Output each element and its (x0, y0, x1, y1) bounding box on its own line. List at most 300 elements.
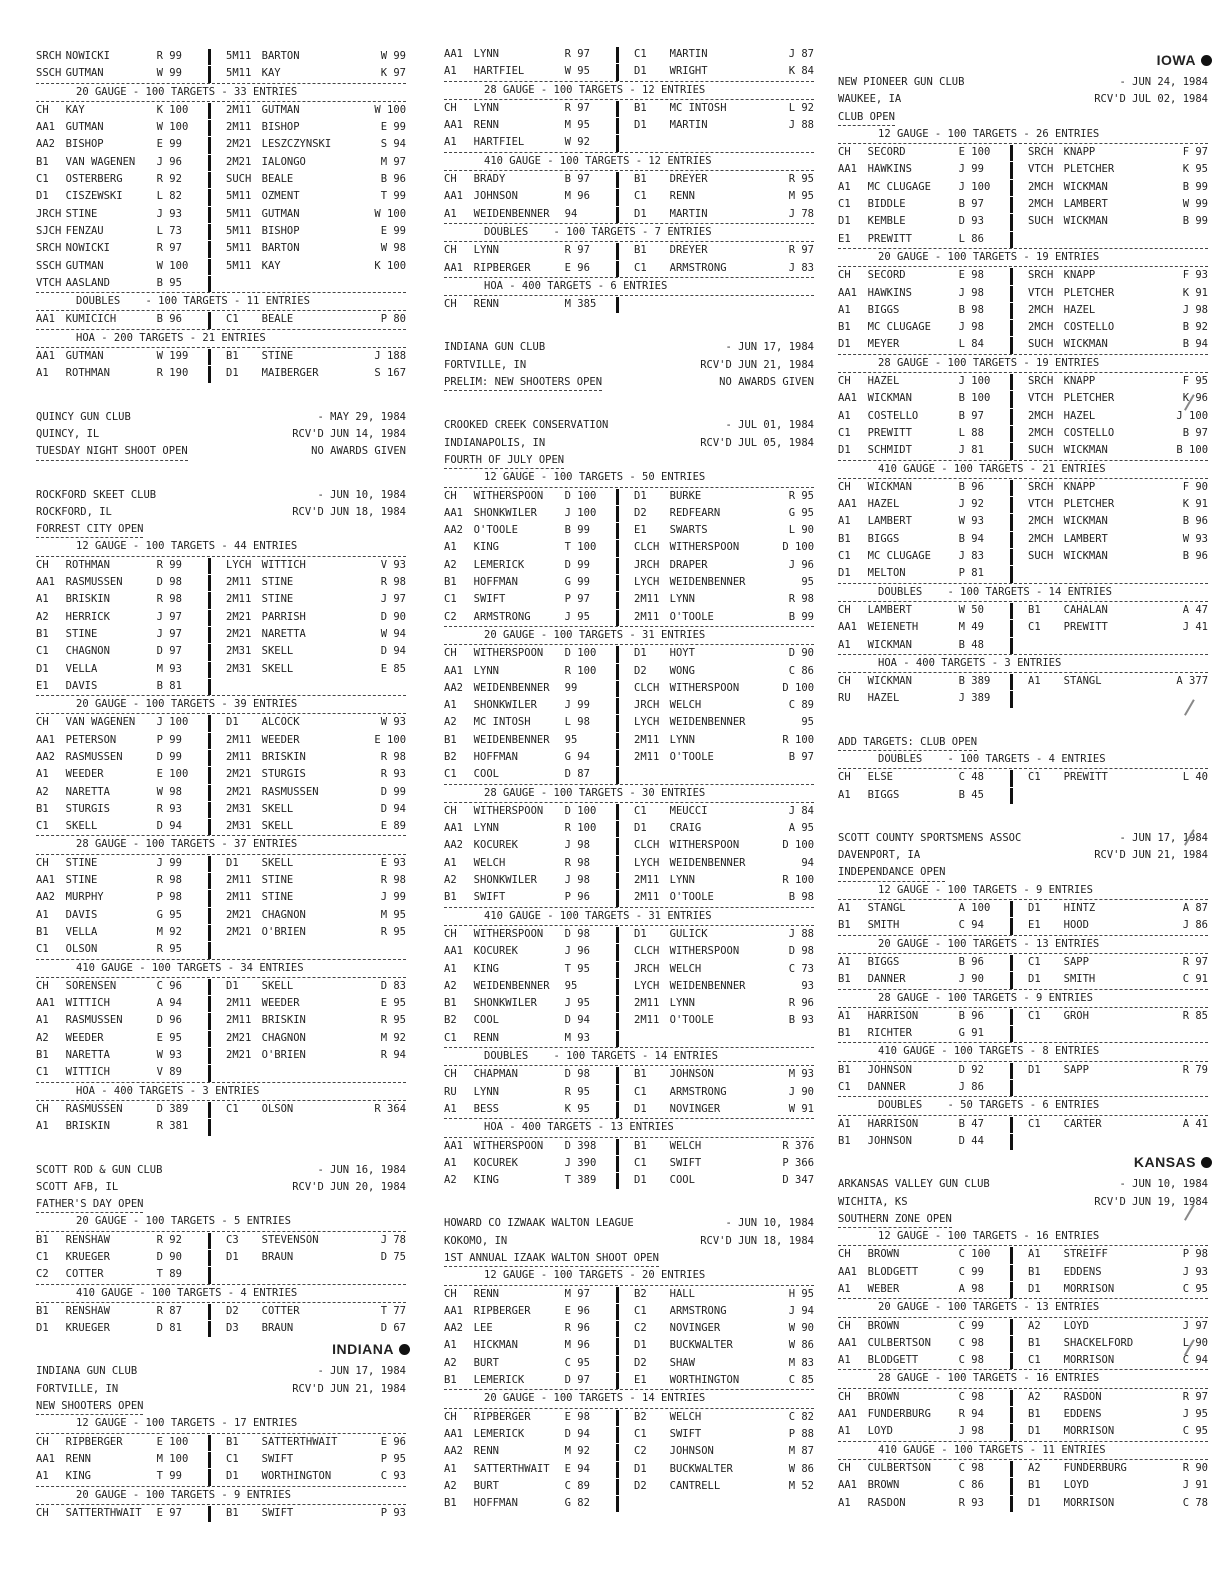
result-row (444, 260, 814, 278)
score-right: E 99 (380, 224, 407, 237)
score-right: R 364 (374, 1102, 407, 1115)
result-row (444, 663, 814, 680)
shooter-left: HAWKINS (867, 286, 912, 299)
score-right: L 90 (788, 524, 815, 537)
score-left: D 98 (564, 927, 590, 940)
score-left: J 98 (564, 839, 590, 852)
class-left: C2 (444, 610, 457, 623)
result-row (36, 119, 406, 136)
class-left: CH (838, 1319, 851, 1332)
score-right: B 96 (1182, 550, 1209, 563)
section-spacer (444, 391, 814, 417)
class-left: A1 (444, 1156, 457, 1169)
score-right: W 91 (788, 1102, 815, 1115)
shooter-left: HERRICK (65, 610, 110, 623)
class-left: CH (444, 927, 457, 940)
result-row (36, 907, 406, 924)
shooter-right: JOHNSON (669, 1068, 714, 1081)
shooter-right: SKELL (261, 645, 294, 658)
score-left: R 92 (156, 1233, 182, 1246)
score-right: R 97 (788, 244, 815, 257)
score-right: J 94 (788, 1304, 815, 1317)
shooter-right: LYNN (669, 733, 695, 746)
class-left: AA1 (36, 733, 55, 746)
class-right: 5M11 (226, 242, 252, 255)
class-right: D1 (1028, 1496, 1041, 1509)
shooter-right: REDFEARN (669, 506, 721, 519)
score-left: M 385 (564, 298, 597, 311)
results-column-3 (838, 48, 1208, 1512)
score-left: L 82 (156, 190, 182, 203)
shooter-left: FENZAU (65, 224, 104, 237)
shooter-right: WEEDER (261, 997, 300, 1010)
shooter-right (262, 678, 367, 695)
score-left: J 100 (156, 716, 189, 729)
result-row (838, 619, 1208, 636)
shooter-left: MC INTOSH (473, 716, 531, 729)
result-row (444, 591, 814, 608)
score-left: R 99 (156, 50, 182, 62)
score-right: B 100 (1176, 444, 1209, 457)
score-left: W 98 (156, 785, 182, 798)
score-left: J 93 (156, 207, 182, 220)
shooter-left: WEIENETH (867, 621, 919, 634)
class-left: CH (36, 856, 49, 869)
score-left: A 94 (156, 997, 182, 1010)
class-right: E1 (634, 524, 647, 537)
class-right: D1 (226, 979, 239, 992)
class-left: A2 (444, 1356, 457, 1369)
shooter-right: BUCKWALTER (669, 1339, 733, 1352)
class-right: CLCH (634, 541, 660, 554)
shooter-right: STINE (261, 593, 294, 606)
shooter-right: WELCH (669, 962, 702, 975)
class-left: AA1 (36, 997, 55, 1010)
event-heading: DOUBLES - 100 TARGETS - 14 ENTRIES (444, 1048, 814, 1066)
score-left: R 97 (156, 242, 182, 255)
club-header-left: FORTVILLE, IN (36, 1382, 119, 1395)
result-row (36, 872, 406, 889)
results-table (36, 311, 406, 329)
shooter-left: STINE (65, 627, 98, 640)
class-left: E1 (838, 232, 851, 245)
state-heading (838, 1150, 1208, 1176)
class-left: A1 (838, 955, 851, 968)
shooter-right: BARTON (261, 50, 300, 62)
score-left: D 94 (564, 1014, 590, 1027)
class-left: B1 (36, 1049, 49, 1062)
results-column-1 (36, 48, 406, 1522)
club-header (444, 417, 814, 469)
result-row (838, 1318, 1208, 1335)
class-right: C2 (634, 1322, 647, 1335)
score-right: R 95 (788, 489, 815, 502)
class-right: 5M11 (226, 224, 252, 237)
class-right: 2M21 (226, 1049, 252, 1062)
club-header-left: ROCKFORD SKEET CLUB (36, 488, 157, 501)
event-heading: 410 GAUGE - 100 TARGETS - 34 ENTRIES (36, 960, 406, 978)
score-right (774, 766, 814, 783)
event-heading: 20 GAUGE - 100 TARGETS - 19 ENTRIES (838, 249, 1208, 267)
score-right: J 86 (1182, 919, 1209, 932)
class-right: E1 (1028, 919, 1041, 932)
score-right: C 73 (788, 962, 815, 975)
results-table (36, 48, 406, 84)
club-header-line (444, 1215, 814, 1232)
score-left: D 100 (564, 647, 597, 660)
shooter-left: WEEDER (65, 768, 104, 781)
shooter-left: BIDDLE (867, 198, 906, 211)
result-row (444, 820, 814, 837)
shooter-left: WITHERSPOON (473, 927, 544, 940)
score-left: M 97 (564, 1287, 590, 1300)
club-header-left: SCOTT AFB, IL (36, 1180, 119, 1193)
shooter-left: LYNN (473, 1085, 499, 1098)
results-table (444, 296, 814, 313)
club-header-left: FORREST CITY OPEN (36, 521, 143, 538)
state-title (332, 1341, 410, 1358)
score-left: C 98 (958, 1390, 984, 1403)
shooter-right: WELCH (669, 1139, 702, 1152)
shooter-left: CULBERTSON (867, 1336, 931, 1349)
club-header (36, 409, 406, 461)
club-header (838, 1176, 1208, 1228)
result-row (444, 1320, 814, 1337)
score-right: C 94 (1182, 1354, 1209, 1367)
shooter-right: MORRISON (1063, 1425, 1115, 1438)
class-right: D1 (226, 856, 239, 869)
score-left: G 91 (958, 1027, 984, 1040)
class-right: A2 (1028, 1461, 1041, 1474)
class-right: SUCH (1028, 215, 1054, 228)
result-row (444, 1155, 814, 1172)
shooter-right: BRAUN (261, 1251, 294, 1263)
result-row (838, 513, 1208, 530)
shooter-left: WITTICH (65, 997, 110, 1010)
club-header-left: HOWARD CO IZWAAK WALTON LEAGUE (444, 1217, 634, 1230)
score-left: J 81 (958, 444, 984, 457)
score-left: R 100 (564, 822, 597, 835)
shooter-right: COSTELLO (1063, 426, 1115, 439)
shooter-right: SHAW (669, 1356, 695, 1369)
class-right: D1 (634, 647, 647, 660)
club-header (444, 339, 814, 391)
result-row (36, 258, 406, 275)
score-left: M 95 (564, 119, 590, 132)
score-right: C 78 (1182, 1496, 1209, 1509)
score-right: J 97 (380, 593, 407, 606)
shooter-right: MAIBERGER (261, 367, 319, 380)
event-heading: 20 GAUGE - 100 TARGETS - 31 ENTRIES (444, 627, 814, 645)
result-row (36, 1434, 406, 1451)
shooter-left: BISHOP (65, 138, 104, 151)
shooter-right: MARTIN (669, 207, 708, 220)
shooter-right: EDDENS (1063, 1265, 1102, 1278)
class-right: B1 (1028, 603, 1041, 616)
shooter-right: NARETTA (261, 627, 306, 640)
shooter-left: LYNN (473, 244, 499, 257)
shooter-right: WRIGHT (669, 65, 708, 78)
score-left: D 100 (564, 804, 597, 817)
class-left: D1 (838, 338, 851, 351)
shooter-right: PLETCHER (1063, 498, 1115, 511)
shooter-left: SORENSEN (65, 979, 117, 992)
class-right (226, 1064, 262, 1081)
score-left: D 100 (564, 489, 597, 502)
shooter-right: STANGL (1063, 675, 1102, 688)
result-row (36, 643, 406, 660)
shooter-right: PREWITT (1063, 771, 1108, 784)
class-left: AA1 (444, 1304, 463, 1317)
score-right: W 94 (380, 627, 407, 640)
shooter-right: OLSON (261, 1102, 294, 1115)
shooter-right: WICKMAN (1063, 550, 1108, 563)
class-left: A1 (36, 1014, 49, 1027)
class-left: A1 (838, 1496, 851, 1509)
shooter-left: KAY (65, 103, 85, 116)
score-right: A 87 (1182, 902, 1209, 915)
results-table (444, 488, 814, 627)
class-right: B1 (634, 101, 647, 114)
class-left: CH (838, 603, 851, 616)
class-left: A1 (838, 1354, 851, 1367)
score-right: W 90 (788, 1322, 815, 1335)
class-right: A2 (1028, 1390, 1041, 1403)
result-row (36, 784, 406, 801)
shooter-left: HAWKINS (867, 163, 912, 176)
club-header-left: ADD TARGETS: CLUB OPEN (838, 734, 977, 751)
result-row (444, 680, 814, 697)
shooter-right (1064, 231, 1169, 248)
score-left: T 99 (156, 1470, 182, 1483)
club-header-line (838, 847, 1208, 864)
result-row (838, 179, 1208, 196)
club-header-line (444, 417, 814, 434)
score-right: D 100 (782, 839, 815, 852)
class-left: AA2 (444, 681, 463, 694)
class-right: D3 (226, 1322, 239, 1335)
shooter-left: BRISKIN (65, 593, 110, 606)
class-left: AA1 (444, 190, 463, 203)
score-left: W 92 (564, 136, 590, 149)
class-left: C1 (838, 198, 851, 211)
score-left: C 96 (156, 979, 182, 992)
event-heading: 20 GAUGE - 100 TARGETS - 13 ENTRIES (838, 1299, 1208, 1317)
shooter-left: RICHTER (867, 1027, 912, 1040)
shooter-right (670, 1030, 775, 1047)
class-right: C2 (634, 1445, 647, 1458)
event-heading: HOA - 400 TARGETS - 3 ENTRIES (36, 1083, 406, 1101)
shooter-right: O'TOOLE (669, 610, 714, 623)
shooter-right: COTTER (261, 1304, 300, 1317)
class-right: D1 (634, 489, 647, 502)
score-right: K 95 (1182, 163, 1209, 176)
class-left: B1 (444, 576, 457, 589)
shooter-left: WITHERSPOON (473, 1139, 544, 1152)
class-right (1028, 1079, 1064, 1096)
event-heading: HOA - 200 TARGETS - 21 ENTRIES (36, 330, 406, 348)
score-left: K 100 (156, 103, 189, 116)
score-left: J 86 (958, 1081, 984, 1094)
class-left: SJCH (36, 224, 62, 237)
score-left: P 97 (564, 593, 590, 606)
shooter-right: GUTMAN (261, 207, 300, 220)
class-right: D1 (1028, 1425, 1041, 1438)
score-right: R 97 (1182, 1390, 1209, 1403)
results-table (444, 242, 814, 278)
club-header (838, 734, 1208, 751)
score-right: J 88 (788, 927, 815, 940)
state-name: IOWA (1156, 52, 1196, 68)
result-row (838, 1246, 1208, 1263)
result-row (838, 1264, 1208, 1281)
score-right: M 87 (788, 1445, 815, 1458)
score-left: D 87 (564, 768, 590, 781)
section-spacer (36, 1136, 406, 1162)
class-left: AA1 (444, 664, 463, 677)
score-right: M 83 (788, 1356, 815, 1369)
shooter-right (1064, 1079, 1169, 1096)
score-left: C 86 (958, 1479, 984, 1492)
result-row (36, 206, 406, 223)
score-right: W 93 (380, 716, 407, 729)
event-heading: DOUBLES - 100 TARGETS - 4 ENTRIES (838, 751, 1208, 769)
shooter-right: BEALE (261, 313, 294, 326)
shooter-left: BIGGS (867, 788, 900, 801)
class-right: VTCH (1028, 163, 1054, 176)
class-left: A1 (838, 409, 851, 422)
shooter-left: SWIFT (473, 891, 506, 904)
score-right (1168, 637, 1208, 654)
score-right: R 95 (380, 1014, 407, 1027)
class-right: C1 (634, 190, 647, 203)
shooter-right: MORRISON (1063, 1496, 1115, 1509)
score-left: C 94 (958, 919, 984, 932)
class-left: C1 (838, 1081, 851, 1094)
results-table (444, 1066, 814, 1119)
class-left: AA1 (838, 1479, 857, 1492)
result-row (838, 637, 1208, 655)
shooter-left: VAN WAGENEN (65, 716, 136, 729)
club-header-right: - JUN 17, 1984 (725, 341, 814, 354)
class-left: A1 (838, 638, 851, 651)
shooter-right: WITHERSPOON (669, 839, 740, 852)
class-left: AA1 (838, 498, 857, 511)
class-right (1028, 637, 1064, 654)
bullet-icon (1201, 1157, 1212, 1168)
class-right: D1 (1028, 902, 1041, 915)
event-heading: 28 GAUGE - 100 TARGETS - 9 ENTRIES (838, 990, 1208, 1008)
score-right: A 377 (1176, 675, 1209, 688)
result-row (36, 818, 406, 836)
state-name: KANSAS (1133, 1154, 1196, 1171)
score-right: B 92 (1182, 321, 1209, 334)
class-right: C1 (1028, 1009, 1041, 1022)
shooter-left: PETERSON (65, 733, 117, 746)
score-left: P 81 (958, 567, 984, 580)
shooter-left: BRADY (473, 173, 506, 186)
class-right: C1 (226, 1452, 239, 1465)
class-left: C1 (444, 593, 457, 606)
shooter-left: BURT (473, 1479, 499, 1492)
score-left: R 95 (564, 1085, 590, 1098)
results-table (36, 348, 406, 383)
score-left: D 96 (156, 1014, 182, 1027)
shooter-right: OZMENT (261, 190, 300, 203)
score-right: F 97 (1182, 146, 1209, 159)
score-right: D 347 (782, 1174, 815, 1187)
class-right: 2MCH (1028, 532, 1054, 545)
class-right: 2M21 (226, 155, 252, 168)
score-right: M 93 (788, 1068, 815, 1081)
event-heading: 410 GAUGE - 100 TARGETS - 31 ENTRIES (444, 908, 814, 926)
class-left: AA1 (444, 48, 463, 60)
result-row (838, 1133, 1208, 1150)
result-row (36, 171, 406, 188)
shooter-left: HAZEL (867, 375, 900, 388)
shooter-left: BROWN (867, 1390, 900, 1403)
shooter-right: SMITH (1063, 973, 1096, 986)
shooter-left: WEIDENBENNER (473, 979, 550, 992)
result-row (838, 673, 1208, 690)
class-right: D1 (634, 1339, 647, 1352)
result-row (444, 1138, 814, 1155)
result-row (36, 1118, 406, 1135)
class-right: C1 (226, 313, 239, 326)
shooter-right: WEIDENBENNER (669, 716, 746, 729)
class-right: 2M11 (226, 1014, 252, 1027)
shooter-right: LAMBERT (1063, 198, 1108, 211)
shooter-right: BRISKIN (261, 750, 306, 763)
event-heading: 12 GAUGE - 100 TARGETS - 50 ENTRIES (444, 469, 814, 487)
shooter-left: RENN (473, 298, 499, 311)
shooter-left: KOCUREK (473, 945, 518, 958)
class-right: 5M11 (226, 67, 252, 80)
result-row (838, 565, 1208, 583)
shooter-left: MC CLUGAGE (867, 180, 931, 193)
score-left: E 100 (156, 1435, 189, 1448)
result-row (36, 1030, 406, 1047)
section-spacer (36, 461, 406, 487)
score-left: E 99 (156, 138, 182, 151)
shooter-right: PLETCHER (1063, 163, 1115, 176)
class-right (1028, 565, 1064, 582)
shooter-left: STURGIS (65, 802, 110, 815)
score-left: R 97 (564, 48, 590, 60)
shooter-left: WICKMAN (867, 480, 912, 493)
club-header-right: - JUN 17, 1984 (1119, 831, 1208, 844)
result-row (838, 1406, 1208, 1423)
shooter-left: KOCUREK (473, 839, 518, 852)
class-left: CH (444, 244, 457, 257)
score-right: F 95 (1182, 375, 1209, 388)
class-left: C1 (36, 1251, 49, 1263)
result-row (838, 373, 1208, 390)
class-left: B1 (838, 1063, 851, 1076)
result-row (444, 943, 814, 960)
event-heading: 12 GAUGE - 100 TARGETS - 17 ENTRIES (36, 1415, 406, 1433)
club-header-line (36, 487, 406, 504)
result-row (444, 961, 814, 978)
event-heading: 410 GAUGE - 100 TARGETS - 4 ENTRIES (36, 1285, 406, 1303)
club-header-line (36, 521, 406, 538)
result-row (36, 1320, 406, 1337)
shooter-left: COTTER (65, 1268, 104, 1281)
results-column-2 (444, 46, 814, 1512)
class-left: CH (444, 101, 457, 114)
club-header-left: CLUB OPEN (838, 109, 895, 126)
class-left: A1 (838, 303, 851, 316)
